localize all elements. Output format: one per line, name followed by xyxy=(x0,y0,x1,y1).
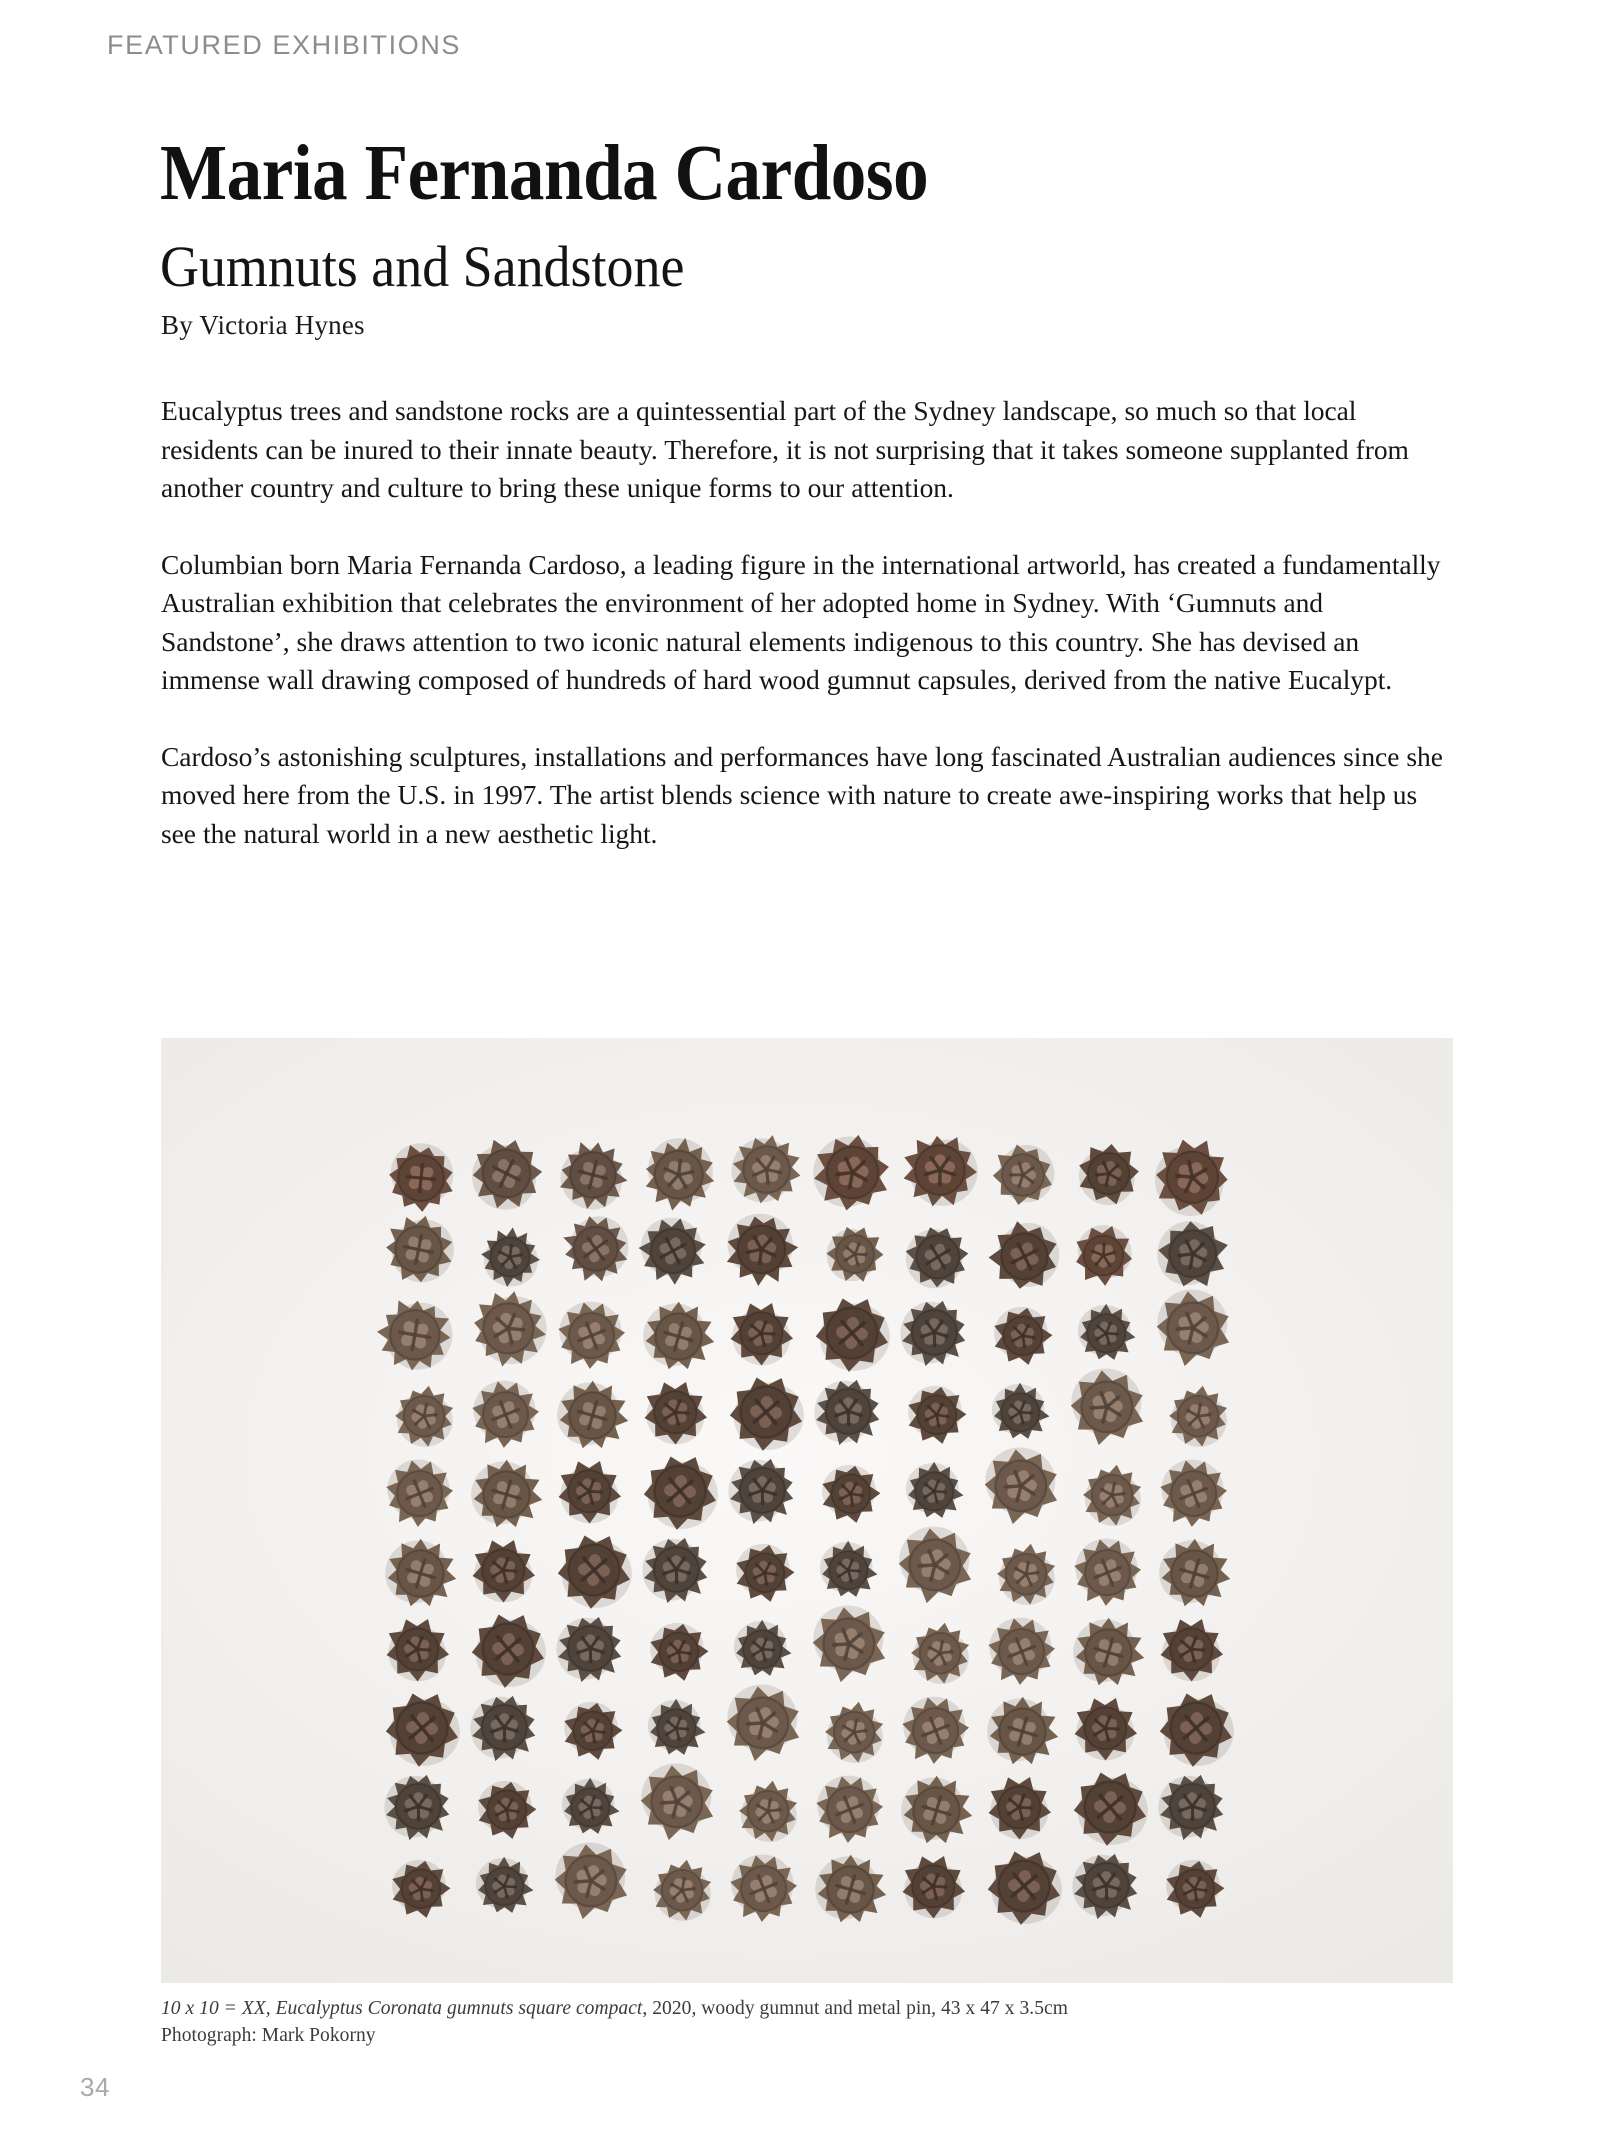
gumnut-capsule xyxy=(1159,1459,1228,1528)
gumnut-capsule xyxy=(385,1459,454,1528)
gumnut-capsule xyxy=(826,1225,884,1283)
gumnut-grid xyxy=(377,1134,1237,1924)
gumnut-capsule xyxy=(384,1772,453,1841)
body-paragraph: Columbian born Maria Fernanda Cardoso, a leading figure in the international artworld, has created a fundamentally Australian exhibition that celebrates the environment of her adopted home in Sydney. With ‘Gumnuts and Sandstone’, she draws attention to two iconic natural elements indigenous to this country. She has devised an immense wall drawing composed of hundreds of hard wood gumnut capsules, derived from the native Eucalypt. xyxy=(161,548,1441,695)
gumnut-capsule xyxy=(985,1847,1063,1925)
gumnut-capsule xyxy=(905,1462,964,1521)
gumnut-capsule xyxy=(907,1385,967,1445)
gumnut-capsule xyxy=(989,1221,1060,1292)
gumnut-capsule xyxy=(982,1447,1060,1525)
figure-caption xyxy=(161,1995,1461,2049)
gumnut-capsule xyxy=(555,1531,633,1609)
gumnut-capsule xyxy=(724,1684,802,1762)
gumnut-capsule xyxy=(1153,1138,1232,1217)
gumnut-capsule xyxy=(641,1452,719,1530)
gumnut-capsule xyxy=(987,1696,1058,1767)
gumnut-capsule xyxy=(737,1780,799,1842)
byline: By Victoria Hynes xyxy=(161,310,365,340)
gumnut-capsule xyxy=(1077,1142,1140,1205)
gumnut-capsule xyxy=(813,1133,892,1212)
gumnut-capsule xyxy=(561,1778,620,1837)
gumnut-capsule xyxy=(901,1696,970,1765)
page-title: Maria Fernanda Cardoso xyxy=(160,129,929,217)
caption-artwork-title: 10 x 10 = XX, Eucalyptus Coronata gumnuts square compact, 2020, woody gumnut and metal pin, 43 x 47 x 3.5cm xyxy=(161,1998,1068,2019)
gumnut-capsule xyxy=(391,1859,451,1919)
gumnut-capsule xyxy=(558,1140,628,1210)
gumnut-capsule xyxy=(901,1775,972,1846)
gumnut-capsule xyxy=(1081,1464,1143,1526)
gumnut-capsule xyxy=(477,1780,537,1840)
gumnut-capsule xyxy=(385,1617,450,1682)
gumnut-capsule xyxy=(731,1134,802,1205)
gumnut-capsule xyxy=(638,1763,716,1841)
gumnut-capsule xyxy=(1073,1225,1134,1286)
gumnut-capsule xyxy=(557,1380,628,1451)
gumnut-capsule xyxy=(1077,1304,1136,1363)
artwork-figure xyxy=(161,1038,1453,1983)
gumnut-capsule xyxy=(735,1543,795,1603)
gumnut-capsule xyxy=(557,1459,622,1524)
gumnut-capsule xyxy=(1073,1538,1142,1607)
caption-photo-credit: Photograph: Mark Pokorny xyxy=(161,2025,376,2046)
gumnut-capsule xyxy=(1073,1617,1144,1688)
gumnut-capsule xyxy=(471,1538,536,1603)
gumnut-capsule xyxy=(649,1622,709,1682)
gumnut-capsule xyxy=(993,1306,1053,1366)
gumnut-capsule xyxy=(909,1622,971,1684)
gumnut-capsule xyxy=(1157,1218,1229,1290)
gumnut-capsule xyxy=(470,1137,543,1210)
gumnut-capsule xyxy=(651,1859,713,1921)
gumnut-capsule xyxy=(987,1617,1056,1686)
page-subtitle: Gumnuts and Sandstone xyxy=(160,234,685,300)
gumnut-capsule xyxy=(383,1214,454,1285)
gumnut-capsule xyxy=(991,1143,1055,1207)
gumnut-capsule xyxy=(729,1301,794,1366)
gumnut-capsule xyxy=(471,1459,542,1530)
gumnut-capsule xyxy=(819,1541,878,1600)
gumnut-capsule xyxy=(639,1217,707,1285)
gumnut-capsule xyxy=(563,1701,623,1761)
gumnut-capsule xyxy=(815,1854,886,1925)
gumnut-capsule xyxy=(556,1614,625,1683)
body-paragraph: Eucalyptus trees and sandstone rocks are a quintessential part of the Sydney landscape, so much so that local residents can be inured to their innate beauty. Therefore, it is not surprising that it takes someone supplanted from another country and culture to bring these unique forms to our attention. xyxy=(161,395,1409,503)
gumnut-capsule xyxy=(810,1605,888,1683)
section-kicker: FEATURED EXHIBITIONS xyxy=(107,30,462,60)
gumnut-capsule xyxy=(1072,1851,1141,1920)
gumnut-capsule xyxy=(643,1301,714,1372)
gumnut-capsule xyxy=(1158,1772,1227,1841)
gumnut-capsule xyxy=(727,1373,805,1451)
gumnut-capsule xyxy=(815,1775,884,1844)
gumnut-capsule xyxy=(385,1538,456,1609)
gumnut-capsule xyxy=(902,1132,978,1208)
gumnut-capsule xyxy=(562,1215,629,1282)
gumnut-capsule xyxy=(1159,1538,1230,1609)
gumnut-capsule xyxy=(813,1294,891,1372)
gumnut-capsule xyxy=(1068,1368,1146,1446)
gumnut-capsule xyxy=(823,1701,885,1763)
gumnut-capsule xyxy=(393,1385,455,1447)
artwork-photo xyxy=(161,1038,1453,1983)
gumnut-capsule xyxy=(1071,1768,1149,1846)
gumnut-capsule xyxy=(469,1610,547,1688)
gumnut-capsule xyxy=(642,1138,715,1211)
gumnut-capsule xyxy=(470,1290,547,1367)
gumnut-capsule xyxy=(643,1380,708,1445)
gumnut-capsule xyxy=(642,1535,711,1604)
gumnut-capsule xyxy=(814,1377,883,1446)
gumnut-capsule xyxy=(987,1775,1052,1840)
page-number: 34 xyxy=(80,2072,110,2102)
gumnut-capsule xyxy=(377,1297,453,1373)
gumnut-capsule xyxy=(386,1143,456,1213)
gumnut-capsule xyxy=(552,1842,630,1920)
gumnut-capsule xyxy=(991,1383,1050,1442)
article-body xyxy=(161,392,1453,853)
gumnut-capsule xyxy=(470,1693,539,1762)
gumnut-capsule xyxy=(383,1689,461,1767)
gumnut-capsule xyxy=(733,1620,792,1679)
gumnut-capsule xyxy=(1159,1617,1224,1682)
gumnut-capsule xyxy=(475,1857,534,1916)
gumnut-capsule xyxy=(821,1464,881,1524)
gumnut-capsule xyxy=(728,1456,797,1525)
gumnut-capsule xyxy=(1167,1385,1229,1447)
gumnut-capsule xyxy=(896,1526,974,1604)
gumnut-capsule xyxy=(900,1298,969,1367)
body-paragraph: Cardoso’s astonishing sculptures, installations and performances have long fascinated Australian audiences since she moved here from the U.S. in 1997. The artist blends science with nature to create awe-inspiring works that help us see the natural world in a new aesthetic light. xyxy=(161,740,1443,849)
gumnut-capsule xyxy=(995,1543,1057,1605)
gumnut-capsule xyxy=(1157,1689,1235,1767)
gumnut-capsule xyxy=(1154,1289,1232,1367)
gumnut-capsule xyxy=(647,1699,706,1758)
gumnut-capsule xyxy=(729,1854,798,1923)
gumnut-capsule xyxy=(471,1380,540,1449)
gumnut-capsule xyxy=(557,1301,626,1370)
gumnut-capsule xyxy=(1073,1696,1138,1761)
gumnut-capsule xyxy=(725,1213,798,1286)
gumnut-capsule xyxy=(480,1227,540,1287)
gumnut-capsule xyxy=(901,1854,966,1919)
gumnut-capsule xyxy=(1165,1859,1225,1919)
gumnut-capsule xyxy=(905,1224,971,1290)
